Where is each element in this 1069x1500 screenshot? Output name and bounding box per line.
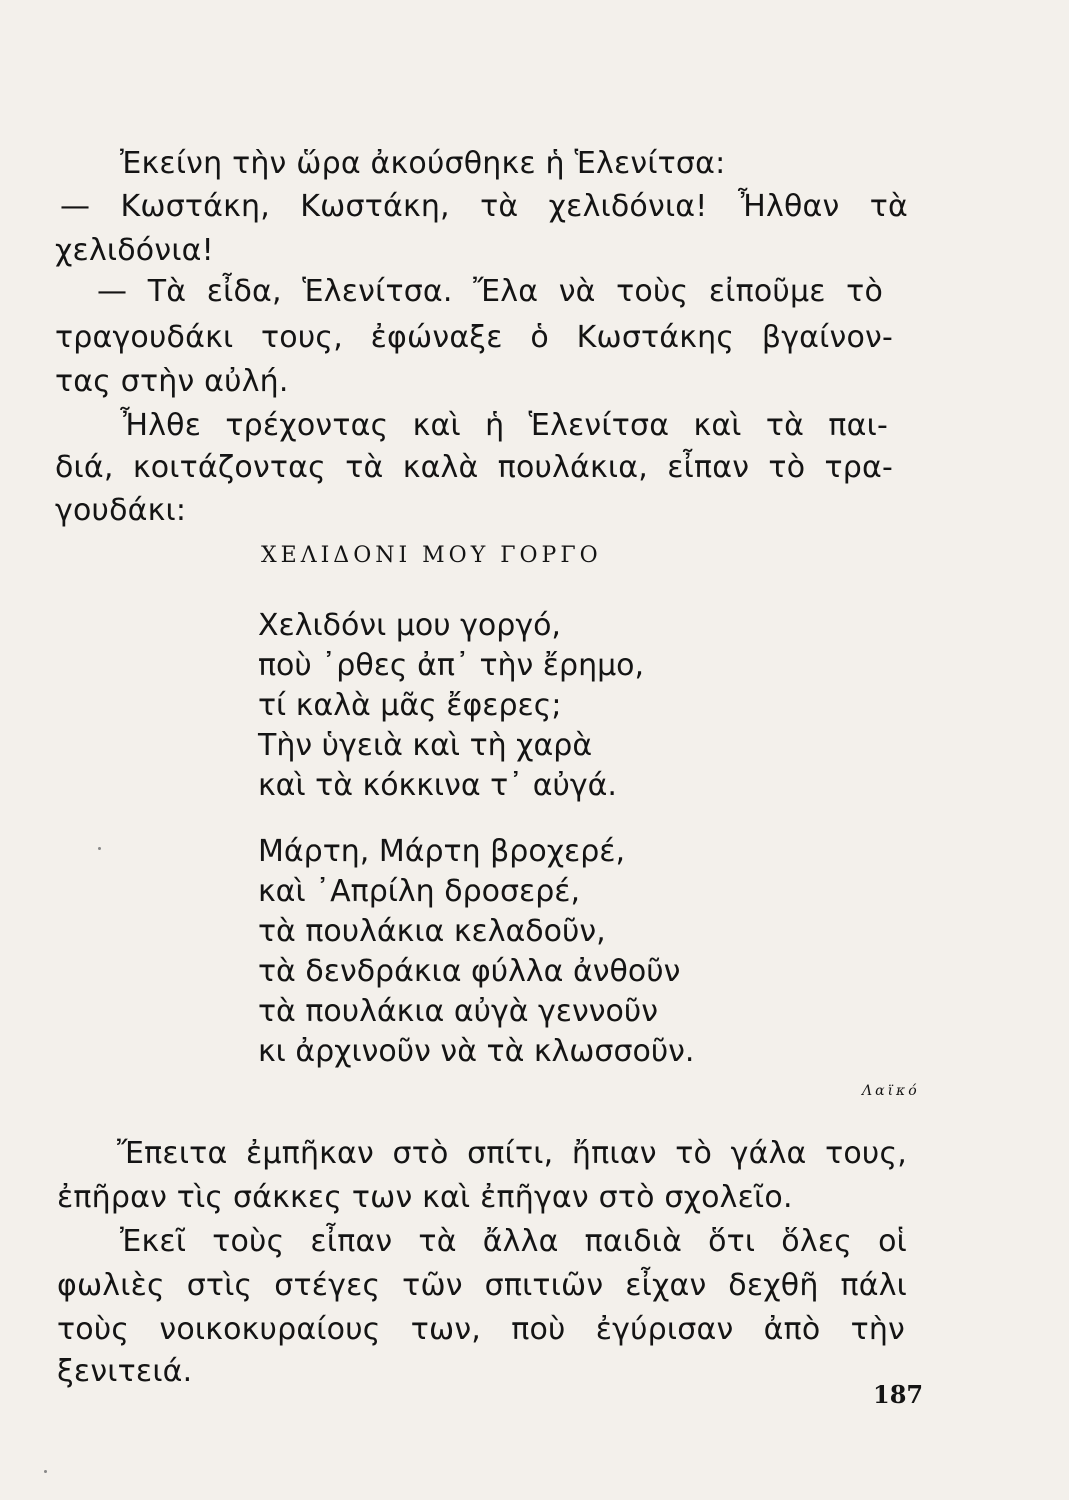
poem-line: τί καλὰ μᾶς ἔφερες; bbox=[258, 688, 562, 723]
poem-line: τὰ πουλάκια αὐγὰ γεννοῦν bbox=[258, 994, 658, 1029]
text-line: ἐπῆραν τὶς σάκκες των καὶ ἐπῆγαν στὸ σχολεῖο. bbox=[57, 1180, 793, 1215]
poem-line: Χελιδόνι μου γοργό, bbox=[258, 608, 561, 643]
poem-line: τὰ δενδράκια φύλλα ἀνθοῦν bbox=[258, 954, 681, 989]
text-line: τοὺς νοικοκυραίους των, ποὺ ἐγύρισαν ἀπὸ τὴν bbox=[57, 1312, 905, 1347]
text-line: Ἔπειτα ἐμπῆκαν στὸ σπίτι, ἤπιαν τὸ γάλα τους, bbox=[117, 1136, 907, 1171]
text-line: γουδάκι: bbox=[55, 493, 187, 528]
text-line: ξενιτειά. bbox=[57, 1354, 193, 1389]
text-line: Ἐκείνη τὴν ὥρα ἀκούσθηκε ἡ Ἑλενίτσα: bbox=[120, 146, 726, 181]
poem-title: ΧΕΛΙΔΟΝΙ ΜΟΥ ΓΟΡΓΟ bbox=[261, 543, 602, 568]
poem-line: ποὺ ᾿ρθες ἀπ᾿ τὴν ἔρημο, bbox=[258, 648, 645, 683]
poem-line: καὶ τὰ κόκκινα τ᾿ αὐγά. bbox=[258, 768, 617, 803]
text-line: — Κωστάκη, Κωστάκη, τὰ χελιδόνια! Ἦλθαν τὰ bbox=[60, 189, 908, 224]
text-line: — Τὰ εἶδα, Ἑλενίτσα. Ἔλα νὰ τοὺς εἰποῦμε τὸ bbox=[97, 274, 883, 309]
text-line: τραγουδάκι τους, ἐφώναξε ὁ Κωστάκης βγαίνον- bbox=[55, 320, 893, 355]
text-line: χελιδόνια! bbox=[55, 233, 214, 268]
text-line: τας στὴν αὐλή. bbox=[55, 364, 289, 399]
poem-line: τὰ πουλάκια κελαδοῦν, bbox=[258, 914, 606, 949]
poem-line: κι ἀρχινοῦν νὰ τὰ κλωσσοῦν. bbox=[258, 1034, 695, 1069]
poem-line: Τὴν ὑγειὰ καὶ τὴ χαρὰ bbox=[258, 728, 593, 763]
poem-attribution: Λαϊκό bbox=[862, 1083, 920, 1099]
text-line: Ἦλθε τρέχοντας καὶ ἡ Ἑλενίτσα καὶ τὰ παι- bbox=[120, 408, 888, 443]
ink-speck bbox=[44, 1470, 47, 1473]
poem-line: καὶ ᾿Απρίλη δροσερέ, bbox=[258, 874, 581, 909]
text-line: διά, κοιτάζοντας τὰ καλὰ πουλάκια, εἶπαν τὸ τρα- bbox=[55, 450, 893, 485]
text-line: φωλιὲς στὶς στέγες τῶν σπιτιῶν εἶχαν δεχθῆ πάλι bbox=[57, 1268, 907, 1303]
ink-speck bbox=[98, 847, 101, 850]
text-line: Ἐκεῖ τοὺς εἶπαν τὰ ἄλλα παιδιὰ ὅτι ὅλες οἱ bbox=[120, 1224, 907, 1259]
poem-line: Μάρτη, Μάρτη βροχερέ, bbox=[258, 834, 626, 869]
page-number: 187 bbox=[873, 1380, 924, 1409]
